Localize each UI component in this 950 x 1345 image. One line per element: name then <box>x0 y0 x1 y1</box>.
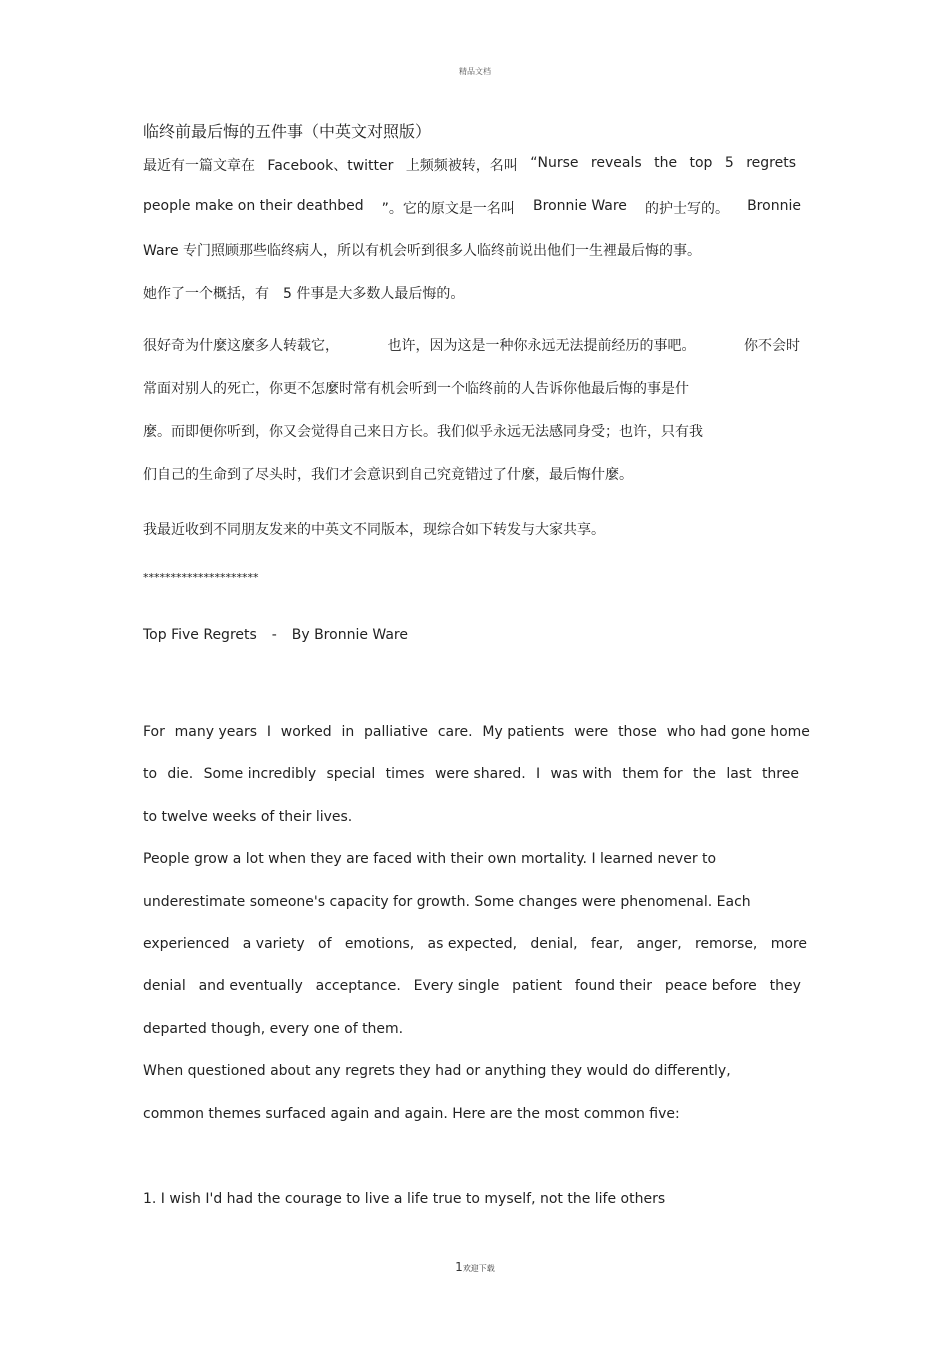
text-segment: denial, <box>530 936 578 952</box>
en-line-9: When questioned about any regrets they had or anything they would do differently, <box>143 1063 731 1079</box>
page-number: 1 <box>455 1260 463 1274</box>
en-line-5: underestimate someone's capacity for growth. Some changes were phenomenal. Each <box>143 894 751 910</box>
text-segment: Bronnie <box>747 198 801 214</box>
text-segment: ”。它的原文是一名叫 <box>381 201 515 217</box>
text-segment: was with <box>550 766 612 782</box>
text-segment: 也许，因为这是一种你永远无法提前经历的事吧。 <box>387 338 696 354</box>
en-line-10: common themes surfaced again and again. Here are the most common five: <box>143 1106 680 1122</box>
text-segment: last <box>726 766 752 782</box>
text-segment: 最近有一篇文章在 <box>143 158 255 174</box>
text-segment: Every single <box>413 978 500 994</box>
text-segment: anger, <box>636 936 682 952</box>
text-segment: a variety <box>242 936 305 952</box>
text-segment: special <box>326 766 376 782</box>
text-segment: who had gone home <box>666 724 810 740</box>
text-segment: those <box>618 724 657 740</box>
text-segment: of <box>318 936 332 952</box>
text-segment: 你不会时 <box>744 338 800 354</box>
text-segment: the <box>654 155 678 171</box>
share-note: 我最近收到不同朋友发来的中英文不同版本，现综合如下转发与大家共享。 <box>143 522 605 538</box>
en-line-8: departed though, every one of them. <box>143 1021 404 1037</box>
text-segment: Top Five Regrets <box>143 627 257 643</box>
text-segment: emotions, <box>344 936 415 952</box>
text-segment: regrets <box>746 155 796 171</box>
text-segment: For <box>143 724 165 740</box>
text-segment: worked <box>280 724 332 740</box>
page-header: 精品文档 <box>459 67 491 76</box>
text-segment: remorse, <box>695 936 758 952</box>
text-segment: “Nurse <box>530 155 579 171</box>
text-segment: My patients <box>482 724 565 740</box>
en-line-1 <box>143 724 810 740</box>
text-segment: as expected, <box>427 936 518 952</box>
text-segment: By Bronnie Ware <box>291 627 408 643</box>
text-segment: found their <box>574 978 653 994</box>
text-segment: times <box>385 766 425 782</box>
text-segment: people make on their deathbed <box>143 198 364 214</box>
text-segment: were <box>574 724 609 740</box>
text-segment: 的护士写的。 <box>645 201 729 217</box>
text-segment: to <box>143 766 158 782</box>
text-segment: peace before <box>664 978 757 994</box>
text-segment: were shared. <box>434 766 526 782</box>
para2-line-4: 们自己的生命到了尽头时，我们才会意识到自己究竟错过了什麼，最后悔什麼。 <box>143 467 633 483</box>
text-segment: palliative <box>364 724 429 740</box>
para2-line-1 <box>143 335 800 355</box>
text-segment: denial <box>143 978 186 994</box>
section-subtitle <box>143 627 408 643</box>
intro-line-1 <box>143 155 796 175</box>
regret-1: 1. I wish I'd had the courage to live a life true to myself, not the life others <box>143 1191 666 1207</box>
text-segment: care. <box>437 724 473 740</box>
text-segment: I <box>536 766 541 782</box>
en-line-3: to twelve weeks of their lives. <box>143 809 353 825</box>
text-segment: in <box>341 724 355 740</box>
text-segment: Facebook、twitter <box>267 158 394 174</box>
text-segment: acceptance. <box>315 978 401 994</box>
para2-line-3: 麼。而即便你听到，你又会觉得自己来日方长。我们似乎永远无法感同身受；也许，只有我 <box>143 424 703 440</box>
text-segment: patient <box>512 978 562 994</box>
text-segment: fear, <box>590 936 624 952</box>
intro-line-2 <box>143 198 801 218</box>
text-segment: they <box>769 978 801 994</box>
text-segment: three <box>761 766 799 782</box>
text-segment: die. <box>167 766 194 782</box>
para2-line-2: 常面对别人的死亡，你更不怎麼时常有机会听到一个临终前的人告诉你他最后悔的事是什 <box>143 381 689 397</box>
text-segment: 上频频被转，名叫 <box>405 158 518 174</box>
text-segment: experienced <box>143 936 230 952</box>
page-footer <box>0 1260 950 1274</box>
en-line-2 <box>143 766 799 782</box>
text-segment: - <box>271 627 277 643</box>
text-segment: Some incredibly <box>203 766 317 782</box>
intro-line-4: 她作了一个概括，有 5 件事是大多数人最后悔的。 <box>143 286 465 302</box>
intro-line-3: Ware 专门照顾那些临终病人，所以有机会听到很多人临终前说出他们一生裡最后悔的事。 <box>143 243 702 259</box>
text-segment: the <box>693 766 716 782</box>
text-segment: them for <box>622 766 683 782</box>
text-segment: 很好奇为什麼这麼多人转载它， <box>143 338 339 354</box>
text-segment: Bronnie Ware <box>533 198 627 214</box>
divider-stars: ********************* <box>143 571 259 584</box>
text-segment: 5 <box>724 155 734 171</box>
article-title: 临终前最后悔的五件事（中英文对照版） <box>143 122 432 141</box>
text-segment: many years <box>174 724 258 740</box>
text-segment: more <box>770 936 807 952</box>
text-segment: reveals <box>590 155 642 171</box>
footer-text: 欢迎下载 <box>462 1264 495 1273</box>
en-line-6 <box>143 936 807 952</box>
en-line-4: People grow a lot when they are faced with their own mortality. I learned never to <box>143 851 717 867</box>
text-segment: top <box>689 155 713 171</box>
en-line-7 <box>143 978 801 994</box>
text-segment: and eventually <box>198 978 303 994</box>
text-segment: I <box>266 724 271 740</box>
